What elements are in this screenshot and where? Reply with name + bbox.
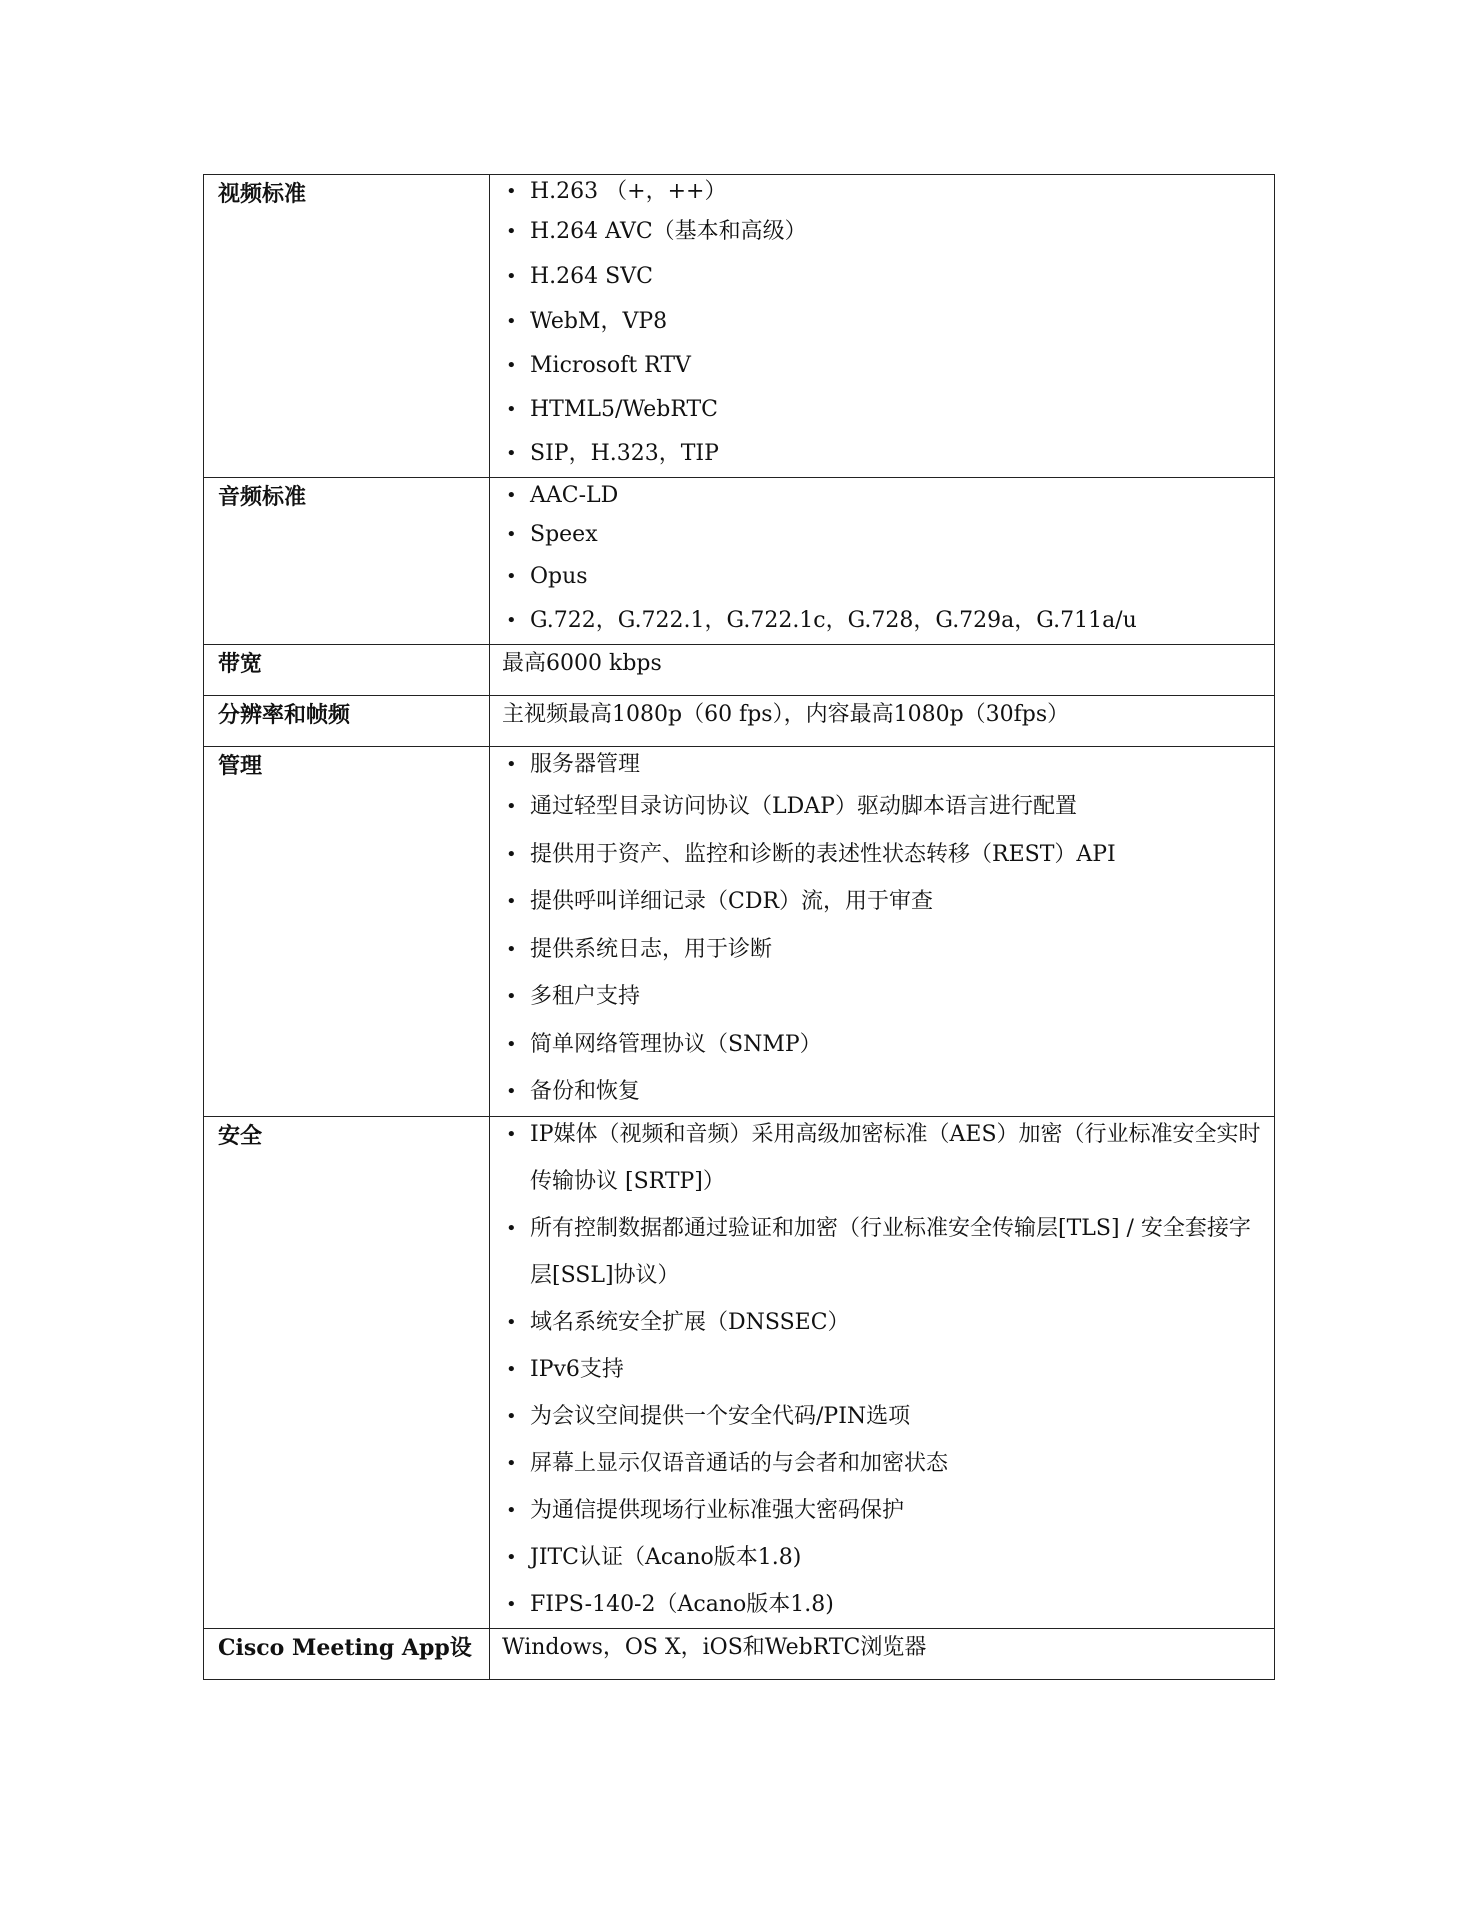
row-value <box>490 175 1275 478</box>
row-label: 音频标准 <box>204 478 490 645</box>
row-label: 视频标准 <box>204 175 490 478</box>
list-item: • 域名系统安全扩展（DNSSEC） <box>502 1299 1264 1346</box>
row-label: 安全 <box>204 1116 490 1628</box>
row-label: 分辨率和帧频 <box>204 696 490 747</box>
list-item: • 所有控制数据都通过验证和加密（行业标准安全传输层[TLS] / 安全套接字层[SSL]协议） <box>502 1205 1264 1299</box>
list-item: • 为会议空间提供一个安全代码/PIN选项 <box>502 1393 1264 1440</box>
list-item: • 为通信提供现场行业标准强大密码保护 <box>502 1487 1264 1534</box>
list-item: • 简单网络管理协议（SNMP） <box>502 1021 1274 1069</box>
table-row <box>204 696 1275 747</box>
list-item: • JITC认证（Acano版本1.8) <box>502 1534 1264 1581</box>
list-item: • 多租户支持 <box>502 973 1274 1021</box>
row-label: 带宽 <box>204 645 490 696</box>
list-item: • 通过轻型目录访问协议（LDAP）驱动脚本语言进行配置 <box>502 783 1274 831</box>
list-item: • 提供呼叫详细记录（CDR）流，用于审查 <box>502 878 1274 926</box>
list-item: • AAC-LD <box>502 478 1274 514</box>
table-row <box>204 747 1275 1117</box>
list-item: • H.264 SVC <box>502 255 1274 299</box>
table-row <box>204 175 1275 478</box>
row-label: Cisco Meeting App设 <box>204 1628 490 1679</box>
value-text: 主视频最高1080p（60 fps），内容最高1080p（30fps） <box>502 702 1070 727</box>
list-item: • 提供用于资产、监控和诊断的表述性状态转移（REST）API <box>502 831 1274 879</box>
list-item: • 备份和恢复 <box>502 1068 1274 1116</box>
list-item: • IP媒体（视频和音频）采用高级加密标准（AES）加密（行业标准安全实时传输协议 [SRTP]） <box>502 1111 1264 1205</box>
table-row <box>204 645 1275 696</box>
list-item: • Speex <box>502 514 1274 556</box>
row-value <box>490 478 1275 645</box>
row-value <box>490 747 1275 1117</box>
bullet-list <box>502 478 1274 644</box>
list-item: • H.264 AVC（基本和高级） <box>502 209 1274 255</box>
list-item: • Opus <box>502 556 1274 598</box>
value-text: 最高6000 kbps <box>502 651 662 676</box>
list-item: • FIPS-140-2（Acano版本1.8) <box>502 1581 1264 1628</box>
table-row <box>204 478 1275 645</box>
row-label: 管理 <box>204 747 490 1117</box>
row-value <box>490 696 1275 747</box>
row-value <box>490 645 1275 696</box>
list-item: • G.722，G.722.1，G.722.1c，G.728，G.729a，G.711a/u <box>502 598 1274 644</box>
bullet-list <box>502 747 1274 1116</box>
value-text: Windows，OS X，iOS和WebRTC浏览器 <box>502 1634 927 1660</box>
row-value <box>490 1628 1275 1679</box>
list-item: • IPv6支持 <box>502 1346 1264 1393</box>
list-item: • Microsoft RTV <box>502 344 1274 388</box>
list-item: • HTML5/WebRTC <box>502 388 1274 431</box>
list-item: • 屏幕上显示仅语音通话的与会者和加密状态 <box>502 1440 1264 1487</box>
list-item: • SIP，H.323，TIP <box>502 431 1274 477</box>
list-item: • H.263 （+，++） <box>502 175 1274 209</box>
spec-table <box>203 174 1275 1680</box>
bullet-list <box>502 1111 1274 1628</box>
table-row <box>204 1116 1275 1628</box>
bullet-list <box>502 175 1274 477</box>
list-item: • WebM，VP8 <box>502 299 1274 344</box>
list-item: • 提供系统日志，用于诊断 <box>502 926 1274 974</box>
table-row <box>204 1628 1275 1679</box>
row-value <box>490 1116 1275 1628</box>
list-item: • 服务器管理 <box>502 747 1274 783</box>
